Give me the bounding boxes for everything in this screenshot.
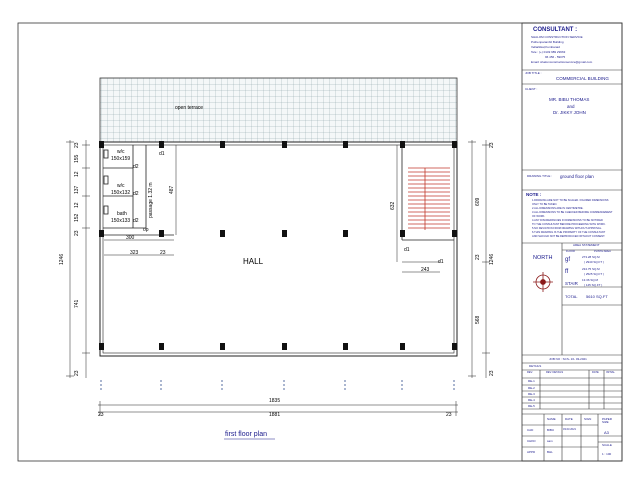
wc2-name: w/c — [117, 183, 125, 189]
stair-block — [402, 145, 454, 262]
consultant-heading: CONSULTANT : — [533, 27, 578, 33]
area-col-floor: FLOOR — [566, 250, 575, 253]
op-label: op — [143, 227, 149, 233]
client-label: CLIENT : — [525, 87, 538, 91]
dim-23-mid: 23 — [160, 250, 166, 256]
area-sqft-stair: ( 145 SQ.FT ) — [584, 283, 603, 287]
job-title-label: JOB TITLE : — [525, 71, 542, 75]
consultant-line: SHALOM CONSTRUCTION SERVICE — [531, 35, 583, 39]
door-d1-label: d1 — [438, 259, 444, 265]
sig-name: BHL — [547, 450, 553, 454]
note-line: 3.ALL DIMENSIONS TO BE CHECKED BEFORE COMMENCEMENT — [532, 211, 613, 214]
dim-487: 487 — [169, 185, 175, 194]
dim-bottom-right-23: 23 — [446, 412, 452, 418]
dim-right-mid-23: 23 — [475, 254, 481, 260]
dim-left-741: 741 — [74, 299, 80, 308]
north-label: NORTH — [533, 255, 553, 261]
wc1-name: w/c — [117, 149, 125, 155]
passage-label: passage 1.32 m — [148, 182, 154, 218]
note-line: 1.DRAWING ARE NOT TO BE SCALED. FIGURED DIMENSIONS — [532, 199, 609, 202]
bath-door: d2 — [133, 218, 139, 224]
rev-row: RE-1 — [528, 379, 535, 383]
wc2-size: 150x132 — [111, 190, 131, 196]
dim-bottom-left-23: 23 — [98, 412, 104, 418]
dim-323: 323 — [130, 250, 139, 256]
dim-left-stack-1: 155 — [74, 154, 80, 163]
note-line: 2.ALL DIMENSIONS ARE IN CENTIMETRE. — [532, 207, 584, 210]
dim-right-bottom-23: 23 — [489, 370, 495, 376]
note-label: NOTE : — [526, 192, 542, 197]
consultant-line: 96 456 - 59075 — [545, 55, 566, 59]
title-block-lines — [522, 70, 622, 461]
area-sqft-gf: ( 2940 SQ.FT ) — [584, 260, 604, 264]
rev-row: RE-4 — [528, 398, 535, 402]
consultant-line: Vellarikkal,Kumbanad — [531, 45, 560, 49]
area-sqm-gf: 273.28 SQ.M — [582, 255, 600, 259]
consultant-line: Email: shalomconstructionservice@gmail.com — [531, 60, 593, 64]
details-label: DETAILS — [529, 364, 542, 368]
terrace-label: open terrace — [175, 105, 204, 111]
rev-col-date: DATE — [592, 371, 599, 374]
area-sqm-ff: 234.75 SQ.M — [582, 267, 600, 271]
rev-col-initial: INITIAL — [606, 371, 615, 374]
paper-size-value: A3 — [604, 430, 609, 435]
wc2-door: d2 — [133, 191, 139, 197]
dim-left-outer: 1246 — [59, 253, 65, 265]
columns — [99, 141, 457, 350]
stair-treads — [408, 168, 450, 228]
note-line: 4.ANY DISCREPANCIES IN DIMENSIONS TO BE NOTIFIED — [532, 219, 603, 222]
drawing-title-label: DRAWING TITLE : — [527, 174, 553, 178]
dim-1835: 1835 — [269, 398, 281, 404]
dim-left-stack-5: 152 — [74, 213, 80, 222]
rev-row: RE-3 — [528, 392, 535, 396]
dim-left-stack-0: 23 — [74, 142, 80, 148]
area-total-value: 5610 SQ.FT — [586, 294, 608, 299]
north-arrow-icon — [533, 272, 553, 292]
rev-row: RE-5 — [528, 404, 535, 408]
area-floor-stair: STAIR — [565, 281, 578, 286]
rev-row: RE-2 — [528, 386, 535, 390]
scale-label: SCALE — [602, 443, 612, 447]
rev-col-details: REV. DETAILS — [546, 371, 564, 374]
dim-right-609: 609 — [475, 197, 481, 206]
dim-left-stack-6: 23 — [74, 230, 80, 236]
sig-date: 03.03.2021 — [563, 428, 576, 431]
hall-label: HALL — [243, 257, 264, 266]
note-line: 5.NO DEVIATION FROM DRAWING WITHOUT APPROVAL. — [532, 227, 602, 230]
area-floor-ff: ff — [565, 269, 569, 275]
area-sqm-stair: 13.36 SQ.M — [582, 278, 599, 282]
door-d1-label: d1 — [159, 151, 165, 157]
area-heading: AREA STATEMENT — [573, 243, 600, 247]
dim-right-top-23: 23 — [489, 142, 495, 148]
dim-left-stack-3: 137 — [74, 185, 80, 194]
dim-right-568: 568 — [475, 315, 481, 324]
dim-right-outer: 1246 — [489, 253, 495, 265]
dim-632: 632 — [390, 201, 396, 210]
area-sqft-ff: ( 2525 SQ.FT ) — [584, 272, 604, 276]
plan-title: first floor plan — [225, 431, 268, 438]
client-name-1: MR. BIBU THOMAS — [549, 97, 590, 102]
client-and: and — [567, 104, 575, 109]
sig-role: APPD — [527, 450, 536, 454]
note-line: AND SHOULD NOT BE REPRODUCED WITHOUT CONSENT. — [532, 235, 606, 238]
note-line: OF WORK. — [532, 215, 546, 218]
door-d1-label: d1 — [404, 247, 410, 253]
dim-243: 243 — [421, 267, 430, 273]
dim-1881: 1881 — [269, 412, 281, 418]
open-terrace — [100, 78, 457, 142]
drawing-title: ground floor plan — [560, 174, 594, 179]
dim-left-stack-2: 12 — [74, 171, 80, 177]
sig-role: CAD — [527, 428, 534, 432]
scale-value: 1 : 100 — [602, 452, 612, 456]
sig-col-date: DATE — [565, 417, 573, 421]
area-floor-gf: gf — [565, 257, 571, 263]
client-name-2: Dr. JIKKY JOHN — [553, 110, 586, 115]
consultant-line: Puthenparambil Building — [531, 40, 564, 44]
bath-name: bath — [117, 211, 127, 217]
area-total-label: TOTAL — [565, 294, 578, 299]
bath-size: 150x133 — [111, 218, 131, 224]
sig-col-sign: SIGN — [584, 417, 592, 421]
footing-marks — [101, 380, 454, 392]
dim-left-stack-4: 12 — [74, 202, 80, 208]
wc1-door: d2 — [133, 164, 139, 170]
dim-left-bottom-23: 23 — [74, 370, 80, 376]
dimension-lines — [66, 140, 490, 416]
wc1-size: 150x159 — [111, 156, 131, 162]
job-number: JOB NO : SCS- 16- 03-2021 — [549, 357, 587, 361]
note-line: 6.THIS DRAWING IS THE PROPERTY OF THE CONSULTANT — [532, 231, 606, 234]
paper-size-label: PAPER SIZE — [602, 417, 612, 424]
note-line: TO THE CONSULTANT BEFORE PROCEEDING WITH WORK. — [532, 223, 606, 226]
note-line: ONLY TO BE TAKEN. — [532, 203, 558, 206]
rev-col-rev: REV. — [527, 371, 533, 374]
sig-col-name: NAME — [547, 417, 556, 421]
area-col-plinth: PLINTH AREA — [594, 250, 611, 253]
job-title: COMMERCIAL BUILDING — [556, 76, 609, 81]
sig-name: BIBU — [547, 428, 555, 432]
dim-300: 300 — [126, 235, 135, 241]
sig-role: CHKD — [527, 439, 536, 443]
consultant-line: Tele : (+) 0149 989 29663 — [531, 50, 566, 54]
sig-name: sam — [547, 439, 553, 443]
building-inner-wall — [103, 145, 454, 353]
